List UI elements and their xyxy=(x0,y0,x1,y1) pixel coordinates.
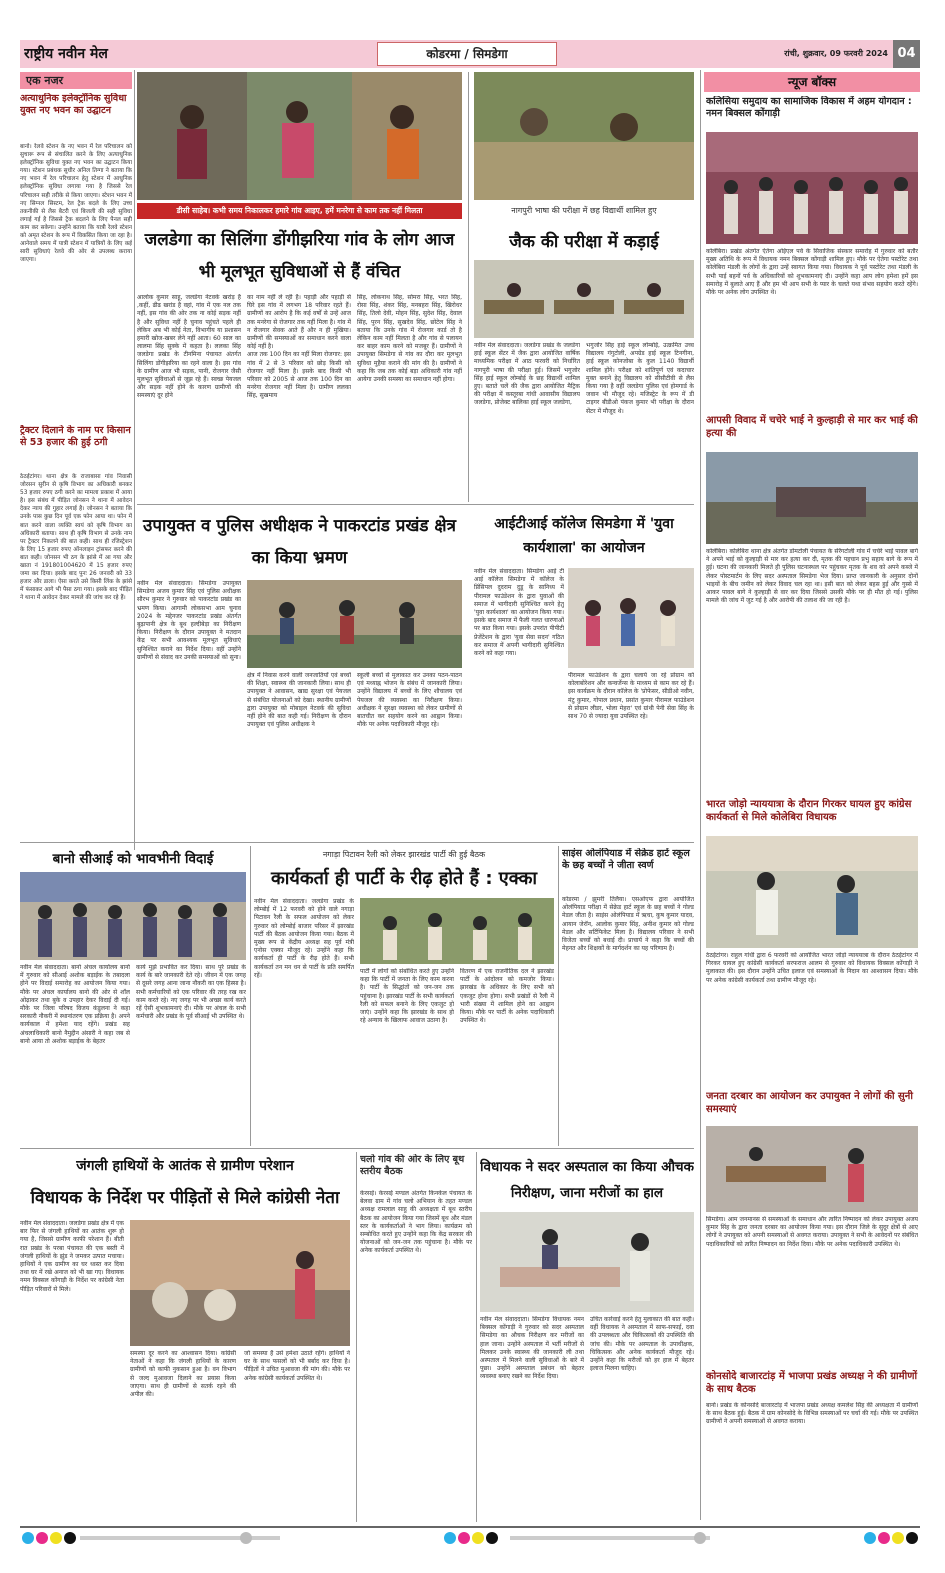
rally-col3: वितरण में एक राजनीतिक दल ने झारखंड पार्टी के आंदोलन को कमजोर किया। झारखंड के अधिकार के लिए सभी को एकजुट होना होगा। सभी प्रखंडों से रैली में भारी संख्या में शामिल होने का आह्वान किया। मौके पर पार्टी के अनेक पदाधिकारी उपस्थित थे। xyxy=(460,968,554,1025)
news3-headline: भारत जोड़ो न्याययात्रा के दौरान गिरकर घायल हुए कांग्रेस कार्यकर्ता से मिले कोलेबिरा विधायक xyxy=(706,799,912,823)
iti-headline: आईटीआई कॉलेज सिमडेगा में 'युवा कार्यशाला' का आयोजन xyxy=(494,516,674,556)
rally-col1: नवीन मेल संवाददाता। जलडेगा प्रखंड के लोम्बोई में 12 फरवरी को होने वाले नगाड़ा पिटावन रैली के सफल आयोजन को लेकर गुरुवार को लोम्बोई बाजार परिसर में झारखंड पार्टी की बैठक आयोजन किया गया। बैठक में मुख्य रूप से केंद्रीय अध्यक्ष सह पूर्व मंत्री एनोस एक्का मौजूद रहे। उन्होंने कहा कि कार्यकर्ता ही पार्टी के रीढ़ होते हैं। सभी कार्यकर्ता तन मन धन से पार्टी के प्रति समर्पित रहें। xyxy=(254,898,354,979)
news1-headline: कलिसिया समुदाय का सामाजिक विकास में अहम योगदान : नमन बिक्सल कोंगाड़ी xyxy=(706,96,912,119)
column-rule xyxy=(134,70,135,850)
hospital-col1: नवीन मेल संवाददाता। सिमडेगा विधायक नमन बिक्सल कोंगाड़ी ने गुरुवार को सदर अस्पताल सिमडेगा का औचक निरीक्षण कर मरीजों का हाल जाना। उन्होंने अस्पताल में भर्ती मरीजों से मिलकर उनके स्वास्थ्य की जानकारी ली तथा अस्पताल में मिलने वाली सुविधाओं के बारे में पूछा। उन्होंने अस्पताल प्रबंधन को बेहतर व्यवस्था बनाए रखने का निर्देश दिया। xyxy=(480,1316,584,1381)
news5-headline: कोनसोदे बाजारटांड़ में भाजपा प्रखंड अध्यक्ष ने की ग्रामीणों के साथ बैठक xyxy=(706,1371,918,1395)
elephant-col1: नवीन मेल संवाददाता। जलडेगा प्रखंड क्षेत्र में एक बार फिर से जंगली हाथियों का आतंक शुरू हो गया है, जिससे ग्रामीण काफी परेशान हैं। बीती रात प्रखंड के परबा पंचायत की एक बस्ती में जंगली हाथियों के झुंड ने जमकर उत्पात मचाया। हाथियों ने एक ग्रामीण का घर ध्वस्त कर दिया तथा घर में रखे अनाज को भी खा गए। विधायक नमन विक्सल कोंगाड़ी के निर्देश पर कांग्रेसी नेता पीड़ित परिवारों से मिले। xyxy=(20,1220,124,1293)
news4-body: सिमडेगा। आम जनमानस से समस्याओं के समाधान और त्वरित निष्पादन को लेकर उपायुक्त अजय कुमार सिंह के द्वारा जनता दरबार का आयोजन किया गया। इस दौरान जिले के सुदूर क्षेत्रों से आए लोगों ने उपायुक्त को अपनी समस्याओं से अवगत कराया। उपायुक्त ने सभी के आवेदनों पर संबंधित पदाधिकारियों को त्वरित निष्पादन का निर्देश दिया। मौके पर अनेक पदाधिकारी उपस्थित थे। xyxy=(706,1216,918,1248)
village-photo xyxy=(137,72,462,200)
issue-date: रांची, शुक्रवार, 09 फरवरी 2024 xyxy=(784,49,888,58)
left-story2-headline: ट्रैक्टर दिलाने के नाम पर किसान से 53 हजार की हुई ठगी xyxy=(20,425,131,448)
news2-body: कोलेबिरा। कोलेबिरा थाना क्षेत्र अंतर्गत डोमटोली पंचायत के सेरेंगटोली गांव में चचेरे भाई पावल बागे ने अपने भाई को कुल्हाड़ी से मार कर हत्या कर दी, मृतक की पहचान प्रभु सहाय बागे के रूप में हुई। घटना की जानकारी मिलते ही पुलिस घटनास्थल पर पहुंचकर मृतक के शव को अपने कब्जे में लेकर पोस्टमार्टम के लिए सदर अस्पताल सिमडेगा भेज दिया। प्राप्त जानकारी के अनुसार दोनों भाइयों के बीच जमीन को लेकर विवाद चल रहा था। इसी बात को लेकर बहस हुई और गुस्से में आकर पावल बागे ने कुल्हाड़ी से वार कर दिया जिससे उसकी मौके पर ही मौत हो गई। पुलिस मामले की जांच में जुट गई है और आरोपी की तलाश की जा रही है। xyxy=(706,548,918,605)
footer-rule xyxy=(20,1526,920,1528)
booth-headline: चलो गांव की ओर के लिए बूथ स्तरीय बैठक xyxy=(360,1154,465,1177)
bano-farewell-photo xyxy=(20,872,246,960)
collector-visit-photo xyxy=(247,580,462,668)
registration-marks xyxy=(20,1530,920,1546)
news2-headline: आपसी विवाद में चचेरे भाई ने कुल्हाड़ी से मार कर भाई की हत्या की xyxy=(706,415,918,439)
mid-col2: क्षेत्र में निवास करने वाली जनजातियों एवं बच्चों की शिक्षा, स्वास्थ्य की जानकारी लिया। साथ ही उपायुक्त ने आवासन, खाद्य सुरक्षा एवं पेयजल से संबंधित योजनाओं को देखा। स्थानीय ग्रामीणों द्वारा उपायुक्त को मोबाइल नेटवर्क की सुविधा नहीं होने की बात कही गई। निरीक्षण के दौरान उपायुक्त एवं पुलिस अधीक्षक ने xyxy=(247,672,351,729)
hospital-col2: उचित कार्रवाई करने हेतु मुलाकात की बात कही। वहीं विधायक ने अस्पताल में साफ-सफाई, दवा की उपलब्धता और चिकित्सकों की उपस्थिति की जांच की। मौके पर अस्पताल के उपाधीक्षक, चिकित्सक और अनेक कार्यकर्ता मौजूद रहे। उन्होंने कहा कि मरीजों को हर हाल में बेहतर इलाज मिलना चाहिए। xyxy=(590,1316,694,1373)
top-headline: जलडेगा का सिलिंगा डोंगीझरिया गांव के लोग आज भी मूलभूत सुविधाओं से हैं वंचित xyxy=(144,230,455,282)
top-col3: सिंह, लोकनाथ सिंह, सोमरा सिंह, भरत सिंह, रोसा सिंह, शंकर सिंह, मनबहरा सिंह, खिरोधर सिंह, तिलो देवी, मोहन सिंह, सुदेश सिंह, देवाल सिंह, पुरन सिंह, सुखदेव सिंह, छोटेल सिंह ने बताया कि उनके गांव में रोजगार कार्ड तो है लेकिन काम नहीं मिलता है और गांव से पलायन कर बाहर काम करने को मजबूर हैं। ग्रामीणों ने उपायुक्त सिमडेगा से गांव का दौरा कर मूलभूत सुविधा मुहैया कराने की मांग की है। ग्रामीणों ने कहा कि जब तक कोई बड़ा अधिकारी गांव नहीं आयेगा उनकी समस्या का समाधान नहीं होगा। xyxy=(357,294,462,384)
column-rule xyxy=(558,846,559,1146)
sports-body: कोडरमा / झुमरी तिलैया। एसओएफ द्वारा आयोजित ओलंपियाड परीक्षा में सेक्रेड हार्ट स्कूल के छह बच्चों ने गोल्ड मेडल जीता है। साइंस ओलंपियाड में ऋचा, कुष कुमार यादव, आयान जेरॉन, आलोक कुमार सिंह, अनीश कुमार को गोल्ड मेडल और सर्टिफिकेट मिला है। विद्यालय परिवार ने सभी विजेता बच्चों को बधाई दी। प्राचार्य ने कहा कि बच्चों की मेहनत और शिक्षकों के मार्गदर्शन का यह परिणाम है। xyxy=(562,896,694,953)
page-number: 04 xyxy=(897,46,916,61)
news5-body: बानो। प्रखंड के कोनसोदे बाजारटांड़ में भाजपा प्रखंड अध्यक्ष कमलेश सिंह की अध्यक्षता में ग्रामीणों के साथ बैठक हुई। बैठक में ग्राम कोनसोदे के विभिन्न समस्याओं पर चर्चा की गई। मौके पर उपस्थित ग्रामीणों ने अपनी समस्याओं से अवगत कराया। xyxy=(706,1402,918,1426)
news4-headline: जनता दरबार का आयोजन कर उपायुक्त ने लोगों की सुनी समस्याएं xyxy=(706,1091,913,1115)
column-rule xyxy=(468,72,469,502)
bano-col1: नवीन मेल संवाददाता। बानो अंचल कार्यालय बानो में गुरुवार को सीआई अशोक बड़ाईक के तबादला होने पर विदाई समारोह का आयोजन किया गया। मौके पर अंचल कार्यालय बानो की ओर से शॉल ओढ़ाकर तथा बुके व उपहार देकर विदाई दी गई। मौके पर जिला परिषद विजय कंडुलना ने कहा सरकारी नौकरी में स्थानांतरण एक प्रक्रिया है। अपने कार्यकाल में हमेशा याद रहेंगे। प्रखंड सह अंचलाधिकारी बानो नैमुद्दीन अंसारी ने कहा जब से बानो आया तो अशोक बड़ाईक के बेहतर xyxy=(20,964,130,1045)
jack-kicker: नागपुरी भाषा की परीक्षा में छह विद्यार्थी शामिल हुए xyxy=(511,206,657,215)
rally-col2: पार्टी में लोगों को संबोधित करते हुए उन्होंने कहा कि पार्टी में जनता के लिए काम करना है। पार्टी के सिद्धांतों को जन-जन तक पहुंचाना है। झारखंड पार्टी के सभी कार्यकर्ता रैली को सफल बनाने के लिए एकजुट हो जाएं। उन्होंने कहा कि झारखंड के साथ हो रहे अन्याय के खिलाफ आवाज उठाना है। xyxy=(360,968,454,1025)
news4-photo xyxy=(706,1126,918,1212)
rally-kicker: नगाड़ा पिटावन रैली को लेकर झारखंड पार्टी की हुई बैठक xyxy=(322,850,486,859)
news3-body: ठेठईटांगर। राहुल गांधी द्वारा 6 फरवरी को आयोजित भारत जोड़ो न्याययात्रा के दौरान ठेठईटांगर में गिरकर घायल हुए कांग्रेसी कार्यकर्ता सरफराज आलम से गुरुवार को विधायक विक्सल कोंगाड़ी ने मुलाकात की। इस दौरान उन्होंने उचित इलाज एवं समस्याओं के निदान का आश्वासन दिया। मौके पर अनेक कांग्रेसी कार्यकर्ता तथा ग्रामीण मौजूद रहे। xyxy=(706,952,918,984)
divider xyxy=(20,1148,694,1149)
hospital-visit-photo xyxy=(480,1212,694,1312)
mid-col3: स्कूली बच्चों से मुलाकात कर उनका पठन-पाठन एवं मध्याह्न भोजन के संबंध में जानकारी लिया। उन्होंने विद्यालय में बच्चों के लिए शौचालय एवं पेयजल की व्यवस्था का निरीक्षण किया। अधीक्षक ने सुरक्षा व्यवस्था को लेकर ग्रामीणों से बातचीत कर सहयोग करने का आह्वान किया। मौके पर अनेक पदाधिकारी मौजूद रहे। xyxy=(357,672,462,729)
elephant-col2: समस्या दूर करने का आश्वासन दिया। कांग्रेसी नेताओं ने कहा कि जंगली हाथियों के कारण ग्रामीणों को काफी नुकसान हुआ है। वन विभाग से जल्द मुआवजा दिलाने का प्रयास किया जाएगा। साथ ही ग्रामीणों से सतर्क रहने की अपील की। xyxy=(130,1350,236,1399)
iti-col2: पीरामल फाउंडेशन के द्वारा चलाये जा रहे प्रोग्राम को कोलाबोरेशन और कन्वर्जेन्स के माध्यम से काम कर रहे हैं। इस कार्यक्रम के दौरान कॉलेज के 'प्रोफेसर, सीडीओ नवीन, मंटु कुमार, गोपाल प्रधान, प्रसांत कुमार पीरामल फाउंडेशन से प्रोग्राम लीडर, भोला मेहरा' एवं ग्रांथी पेनी सेवा सिंह के साथ 70 से ज्यादा युवा उपस्थित रहे। xyxy=(568,672,694,721)
left-story2-body: ठेठईटांगर। थाना क्षेत्र के राजाबासा गांव निवासी जोरसन सुरीन से कृषि विभाग का अधिकारी बनकर 53 हजार रुपए ठगी करने का मामला प्रकाश में आया है। इस संबंध में पीड़ित जोनसन ने थाना में आवेदन देकर न्याय की गुहार लगाई है। जोनसन ने बताया कि उनके पास कुछ दिन पूर्व एक फोन आया था। फोन में बात करने वाला व्यक्ति स्वयं को कृषि विभाग का अधिकारी बताया। साथ ही कृषि विभाग से उनके नाम पर ट्रैक्टर निकलने की बात कही। साथ ही रजिस्ट्रेशन के लिए 15 हजार रुपए ऑनलाइन ट्रांसफर करने की बात कही। जोनसन भी ठग के झांसे में आ गया और खाता नं 191801004620 में 15 हजार रुपए जमा कर दिया। इसके बाद पुनः 26 जनवरी को 33 हजार और डाला। ऐसा करते उसे किसी लिंक के झांसे में फंसाकर आगे भी पैसा ठगा गया। इसके बाद पीड़ित ने थाना में आवेदन देकर मामले की जांच कर रहे हैं। xyxy=(20,474,132,602)
section-title: कोडरमा / सिमडेगा xyxy=(426,47,508,61)
paper-name: राष्ट्रीय नवीन मेल xyxy=(24,46,108,62)
divider xyxy=(137,504,694,505)
bano-headline: बानो सीआई को भावभीनी विदाई xyxy=(52,851,214,867)
village-photo-strip xyxy=(137,72,462,200)
column-rule xyxy=(700,70,701,1520)
divider xyxy=(20,842,694,843)
news2-photo xyxy=(706,452,918,544)
news-box-band: न्यूज बॉक्स xyxy=(704,72,920,92)
elephant-kicker: जंगली हाथियों के आतंक से ग्रामीण परेशान xyxy=(76,1158,294,1174)
sports-headline: साइंस ओलंपियाड में सेक्रेड हार्ट स्कूल के छह बच्चों ने जीता स्वर्ण xyxy=(562,848,690,871)
jack-headline: जैक की परीक्षा में कड़ाई xyxy=(509,232,659,252)
rally-headline: कार्यकर्ता ही पार्टी के रीढ़ होते हैं : एक्का xyxy=(270,868,538,889)
news1-body: कोलेबिरा। प्रखंड अंतर्गत ऐतेगा ओईएल पर्व के सिवाजिक संस्कार समारोह में गुरुवार को बतौर मुख्य अतिथि के रूप में विधायक नमन बिक्सल कोंगाड़ी शामिल हुए। मौके पर ऐतेगा पस्टोरेट तथा कोलेबिरा मंडली के लोगों के द्वारा उन्हें स्वागत किया गया। विधायक ने पूर्व पस्टोरेट तथा मंडली के सभी पाई बहनों पर्व के अधिकारियों को शुभकामनाएं दी। उन्होंने कहा आप लोग हमेशा हमें इस समारोह में बुलाते आए हैं और हम भी आप सभी के प्यार के चलते यथा संभव सहयोग करते रहेंगे। मौके पर अनेक लोग उपस्थित थे। xyxy=(706,248,918,297)
jack-exam-photo xyxy=(474,72,694,200)
bano-col2: कार्य मुझे प्रभावित कर दिया। साथ पूरे प्रखंड के कार्य के बारे जानकारी देते रहे। जीवन में एक जगह से दूसरे जगह आना जाना नौकरी का एक हिस्सा है। सभी कर्मचारियों को एक परिवार की तरह रख कर काम करते रहे। नए जगह पर भी अच्छा कार्य करते रहें ऐसी शुभकामनाएं दी। मौके पर अंचल के सभी कर्मचारी और प्रखंड के पूर्व सीआई भी उपस्थित थे। xyxy=(136,964,246,1021)
exam-hall-photo xyxy=(474,260,694,338)
hospital-headline: विधायक ने सदर अस्पताल का किया औचक निरीक्षण, जाना मरीजों का हाल xyxy=(480,1159,694,1201)
rally-meeting-photo xyxy=(360,898,554,964)
elephant-col3: जो समस्या है उसे हमेशा उठाते रहेंगे। हाथियों ने घर के साथ फसलों को भी बर्बाद कर दिया है। पीड़ितों ने उचित मुआवजा की मांग की। मौके पर अनेक कांग्रेसी कार्यकर्ता उपस्थित थे। xyxy=(244,1350,350,1382)
jack-col2: भगुजोर सिंह हाई स्कूल लोम्बोई, उत्क्रमित उच्च विद्यालय गंगुटोली, अपग्रेड हाई स्कूल टिनगीना, हाई स्कूल कोनजोबा के कुल 1140 विद्यार्थी शामिल होंगे। परीक्षा को शांतिपूर्ण एवं कदाचार मुक्त बनाने हेतु विद्यालय को सीसीटीवी से लैस किया गया है वहीं जलडेगा पुलिस एवं होमगार्ड के जवान भी मौजूद रहे। मजिस्ट्रेट के रूप में डी टाइगर बीडीओ पंकज कुमार भी परीक्षा के दौरान सेंटर में मौजूद थे। xyxy=(586,342,694,415)
news1-photo xyxy=(706,132,918,244)
iti-col1: नवीन मेल संवाददाता। सिमडेगा आई टी आई कॉलेज सिमडेगा में कॉलेज के प्रिंसिपल दुदराम दुडू के सानिध्य में पीरामल फाउंडेशन के द्वारा युवाओं की समाज में भागीदारी सुनिश्चित करने हेतु 'युवा कार्यशाला' का आयोजन किया गया। इसके बाद समाज में फैली गलत धारणाओं पर बात किया गया। इसके उपरांत पीपीटी प्रेजेंटेशन के द्वारा 'युवा सेवा सदन' गठित कर समाज में अपनी भागीदारी सुनिश्चित करने को कहा गया। xyxy=(474,568,564,658)
news3-photo xyxy=(706,836,918,948)
elephant-damage-photo xyxy=(130,1220,350,1346)
column-rule xyxy=(356,1152,357,1522)
top-banner: डीसी साहेब। कभी समय निकालकर हमारे गांव आइए, हमें मनरेगा से काम तक नहीं मिलता xyxy=(137,203,462,219)
iti-workshop-photo xyxy=(568,568,694,668)
mid-col1: नवीन मेल संवाददाता। सिमडेगा उपायुक्त सिमडेगा अजय कुमार सिंह एवं पुलिस अधीक्षक सौरभ कुमार ने गुरुवार को पाकरटांड प्रखंड का भ्रमण किया। आगामी लोकसभा आम चुनाव 2024 के मद्देनजर पाकरटांड प्रखंड अंतर्गत बुढ़ापानी क्षेत्र के बूथ हल्दीबेड़ा का निरीक्षण किया। निरीक्षण के दौरान उपायुक्त ने मतदान केंद्र पर सभी आवश्यक मूलभूत सुविधाएं सुनिश्चित कराने का निर्देश दिया। वहीं उन्होंने ग्रामीणों से संवाद कर उनकी समस्याओं को सुना। xyxy=(137,580,241,661)
mid-headline: उपायुक्त व पुलिस अधीक्षक ने पाकरटांड प्रखंड क्षेत्र का किया भ्रमण xyxy=(143,516,456,568)
top-col2: का नाम नहीं ले रही है। पहाड़ी और पहाड़ी से घिरे इस गांव में लगभग 18 परिवार रहते हैं। ग्रामीणों का आरोप है कि कई वर्षों से उन्हें आज तक मनरेगा से रोजगार तक नहीं मिला है। गांव में न रोजगार सेवक आते हैं और न ही मुखिया। ग्रामीणों की समस्याओं का समाधान करने वाला कोई नहीं है। आज तक 100 दिन का नहीं मिला रोजगार: इस गांव में 2 से 3 परिवार को छोड़ किसी को रोजगार नहीं मिला है। इसके बाद किसी भी परिवार को 2005 से आज तक 100 दिन का मनरेगा रोजगार नहीं मिला है। ग्रामीण ललका सिंह, सुखमाय xyxy=(247,294,351,400)
column-rule xyxy=(476,1152,477,1522)
left-story1-body: बानो। रेलवे स्टेशन के नए भवन में रेल परिचालन को सुचारू रूप से संचालित करने के लिए अत्याधुनिक इलेक्ट्रॉनिक सुविधा युक्त नए भवन का उद्घाटन किया गया। स्टेशन प्रबंधक सुधीर अनिल तिग्गा ने बताया कि नए भवन में रेल परिचालन हेतु स्टेशन में आधुनिक इलेक्ट्रॉनिक सुविधा लगाया गया है जिससे रेल परिचालन सही तरीके से किया जाएगा। स्टेशन भवन में नए सिग्नल सिस्टम, रेल ट्रैक बदले के लिए उच्च तकनीकी से लैस बैटरी एवं बिजली की सही सुविधा लगाई गई है जिससे ट्रैक बदलने के लिए पैनल सही काम कर सकेगा। उन्होंने बताया कि यात्री रेलवे स्टेशन को अमृत स्टेशन के रूप में विकसित किया जा रहा है। आनेवाले समय में यात्री स्टेशन में यात्रियों के लिए कई सारी सुविधाएं रेलवे की ओर से उपलब्ध कराया जाएगा। xyxy=(20,144,132,264)
booth-body: केरसई। केरसई मण्डल अंतर्गत किनकेल पंचायत के बेलवा ग्राम में गांव चलो अभियान के तहत मण्डल अध्यक्ष रामलाल साहु की अध्यक्षता में बूथ स्तरीय बैठक का आयोजन किया गया जिसमें बूथ और मंडल स्तर के कार्यकर्ताओं ने भाग लिया। कार्यक्रम को सम्बोधित करते हुए उन्होंने कहा कि केंद्र सरकार की योजनाओं को जन-जन तक पहुंचाना है। मौके पर अनेक कार्यकर्ता उपस्थित थे। xyxy=(360,1190,472,1255)
top-col1: आलोक कुमार साहू, जलडेगा नेटवर्क खरांड़ है ,कहीं, ढीढ खरांड है वहां, गांव में एक नल तक नहीं, इस गांव की ओर तक ना कोई सड़क नहीं है और सुविधा नहीं है चुनाव पहुंचते पहले ही लेकिन अब भी कोई नेता, विभागीय या प्रशासन हमारी खोज-खबर लेने नहीं आता। 60 साल का लालमा सिंह सुक्के में कहता है। ललका सिंह जलडेगा प्रखंड के टीनमिना पंचायत अंतर्गत सिलिंगा डोंगीझरिया का रहने वाला है। इस गांव के ग्रामीण आज भी सड़क, पानी, रोजगार जैसी मूलभूत सुविधाओं से जूझ रहे हैं। स्वच्छ पेयजल और सड़क नहीं होने के कारण ग्रामीणों की समस्याएं दूर होने xyxy=(137,294,241,400)
left-story1-headline: अत्याधुनिक इलेक्ट्रॉनिक सुविधा युक्त नए भवन का उद्घाटन xyxy=(20,93,127,116)
jack-col1: नवीन मेल संवाददाता। जलडेगा प्रखंड के जलडेगा हाई स्कूल सेंटर में जैक द्वारा आयोजित वार्षिक माध्यमिक परीक्षा में आठ फरवरी को निर्धारित नागपुरी भाषा की परीक्षा हुई। जिसमें भगुजोर सिंह हाई स्कूल लोम्बोई के छह विद्यार्थी शामिल हुए। बताते चलें की जैक द्वारा आयोजित मैट्रिक की परीक्षा में कस्तूरबा गांधी आवासीय विद्यालय जलडेगा, प्रोजेक्ट बालिका हाई स्कूल जलडेगा, xyxy=(474,342,580,407)
elephant-headline: विधायक के निर्देश पर पीड़ितों से मिले कांग्रेसी नेता xyxy=(30,1188,340,1208)
column-rule xyxy=(250,846,251,1146)
ek-nazar-band: एक नजर xyxy=(20,72,132,89)
